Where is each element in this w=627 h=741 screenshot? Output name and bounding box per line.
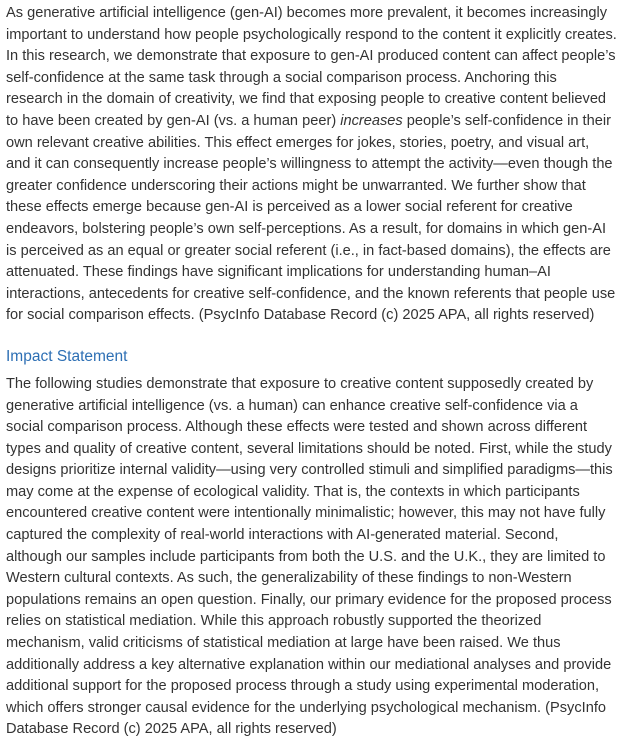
impact-statement-heading: Impact Statement — [6, 347, 128, 365]
impact-statement-paragraph: The following studies demonstrate that exposure to creative content supposedly created by generative artificial intelligence (vs. a human) can enhance creative self-confidence via a social comparison process. Although these effects were tested and shown across different types and quality of creative content, several limitations should be noted. First, while the study designs prioritize internal validity—using very controlled stimuli and simplified paradigms—this may come at the expense of ecological validity. That is, the contexts in which participants encountered creative content were intentionally minimalistic; however, this may not have fully captured the complexity of real-world interactions with AI-generated material. Second, although our samples include participants from both the U.S. and the U.K., they are limited to Western cultural contexts. As such, the generalizability of these findings to non-Western populations remains an open question. Finally, our primary evidence for the proposed process relies on statistical mediation. While this approach robustly supported the theorized mechanism, valid criticisms of statistical mediation at large have been raised. We thus additionally address a key alternative explanation within our mediational analyses and provide additional support for the proposed process through a study using experimental moderation, which offers stronger causal evidence for the underlying psychological mechanism. (PsycInfo Database Record (c) 2025 APA, all rights reserved) — [6, 375, 613, 738]
abstract-text-part2: people’s self-confidence in their own relevant creative abilities. This effect emerges for jokes, stories, poetry, and visual art, and it can consequently increase people’s willingness to attempt the activity—even though the greater confidence underscoring their actions might be unwarranted. We further show that these effects emerge because gen-AI is perceived as a lower social referent for creative endeavors, bolstering people’s own self-perceptions. As a result, for domains in which gen-AI is perceived as an equal or greater social referent (i.e., in fact-based domains), the effects are attenuated. These findings have significant implications for understanding human–AI interactions, antecedents for creative self-confidence, and the known referents that people use for social comparison effects. (PsycInfo Database Record (c) 2025 APA, all rights reserved) — [6, 112, 616, 324]
abstract-paragraph — [6, 3, 617, 327]
abstract-emphasis: increases — [340, 112, 403, 129]
abstract-text-part1: As generative artificial intelligence (gen-AI) becomes more prevalent, it becomes increasingly important to understand how people psychologically respond to the content it explicitly creates. In this research, we demonstrate that exposure to gen-AI produced content can affect people’s self-confidence at the same task through a social comparison process. Anchoring this research in the domain of creativity, we find that exposing people to creative content believed to have been created by gen-AI (vs. a human peer) — [6, 5, 617, 129]
